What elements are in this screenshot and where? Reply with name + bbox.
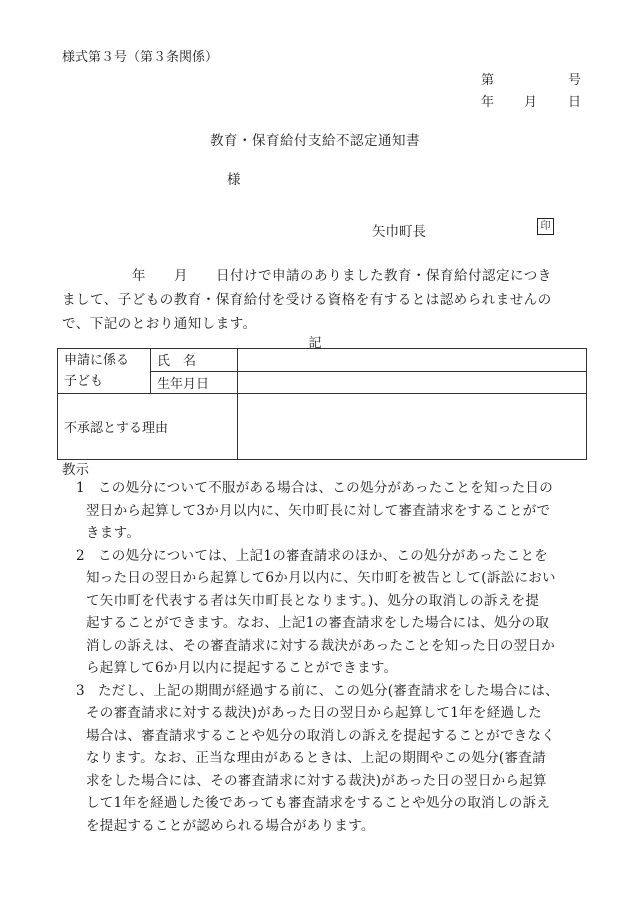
notice-item-1: [62, 477, 586, 545]
body-line: まして、子どもの教育・保育給付を受ける資格を有するとは認められませんの: [62, 292, 552, 308]
notice-line: ただし、上記の期間が経過する前に、この処分(審査請求をした場合には、: [98, 682, 559, 699]
notice-line: を提起することが認められる場合があります。: [86, 817, 375, 834]
reason-value-cell: [238, 394, 587, 460]
date-month: 月: [524, 95, 538, 110]
notice-line: 場合は、審査請求することや処分の取消しの訴えを提起することができなく: [86, 727, 556, 744]
notice-line: この処分については、上記1の審査請求のほか、この処分があったことを: [98, 547, 549, 564]
birth-label-cell: [151, 371, 238, 394]
reason-label-cell: [58, 394, 238, 460]
form-number: 様式第３号（第３条関係）: [62, 50, 219, 65]
notice-line: きます。: [86, 525, 141, 541]
issuer-name: 矢巾町長: [372, 224, 426, 240]
notice-line: 起することができます。なお、上記1の審査請求をした場合には、処分の取: [86, 615, 550, 631]
birth-label: 生年月日: [157, 376, 210, 392]
addressee-suffix: 様: [227, 172, 241, 188]
notice-line: その審査請求に対する裁決)があった日の翌日から起算して1年を経過した: [86, 705, 542, 721]
child-label-cell: [58, 349, 151, 394]
notice-line: 知った日の翌日から起算して6か月以内に、矢巾町を被告として(訴訟におい: [86, 570, 556, 586]
notice-line: ら起算して6か月以内に提起することができます。: [86, 660, 398, 676]
name-label-cell: [151, 349, 238, 372]
body-line: 年 月 日付けで申請のありました教育・保育給付認定につき: [62, 268, 552, 284]
notice-line: 求をした場合には、その審査請求に対する裁決)があった日の翌日から起算: [86, 772, 547, 789]
notice-line: して1年を経過した後であっても審査請求をすることや処分の取消しの訴え: [86, 795, 551, 811]
date-year: 年: [481, 95, 495, 110]
date-day: 日: [568, 95, 582, 110]
notice-item-number: 3: [76, 682, 85, 699]
child-label-line-2: 子ども: [64, 374, 104, 389]
doc-number-prefix: 第: [481, 73, 495, 88]
doc-number-suffix: 号: [568, 73, 582, 88]
notice-line: 消しの訴えは、その審査請求に対する裁決があったことを知った日の翌日か: [86, 637, 556, 654]
notice-line: 翌日から起算して3か月以内に、矢巾町長に対して審査請求をすることがで: [86, 502, 551, 519]
notice-item-number: 2: [76, 547, 85, 564]
notice-item-2: [62, 545, 586, 680]
ki-heading: 記: [308, 336, 322, 351]
notice-line: なります。なお、正当な理由があるときは、上記の期間やこの処分(審査請: [86, 750, 546, 766]
body-paragraph: [62, 264, 584, 336]
body-line: で、下記のとおり通知します。: [62, 316, 257, 332]
notice-item-3: [62, 680, 586, 838]
notice-header: 教示: [62, 462, 89, 478]
name-value-cell: [238, 349, 587, 372]
reason-label: 不承認とする理由: [64, 421, 169, 436]
notice-list: [62, 477, 586, 837]
notice-line: て矢巾町を代表する者は矢巾町長となります。)、処分の取消しの訴えを提: [86, 592, 540, 609]
seal-mark: 印: [537, 218, 554, 235]
birth-value-cell: [238, 371, 587, 394]
document-title: 教育・保育給付支給不認定通知書: [210, 133, 420, 149]
notice-line: この処分について不服がある場合は、この処分があったことを知った日の: [98, 480, 553, 496]
notice-item-number: 1: [76, 480, 85, 496]
name-label: 氏 名: [157, 354, 197, 370]
detail-table: [57, 348, 587, 460]
child-label-line-1: 申請に係る: [64, 353, 130, 368]
